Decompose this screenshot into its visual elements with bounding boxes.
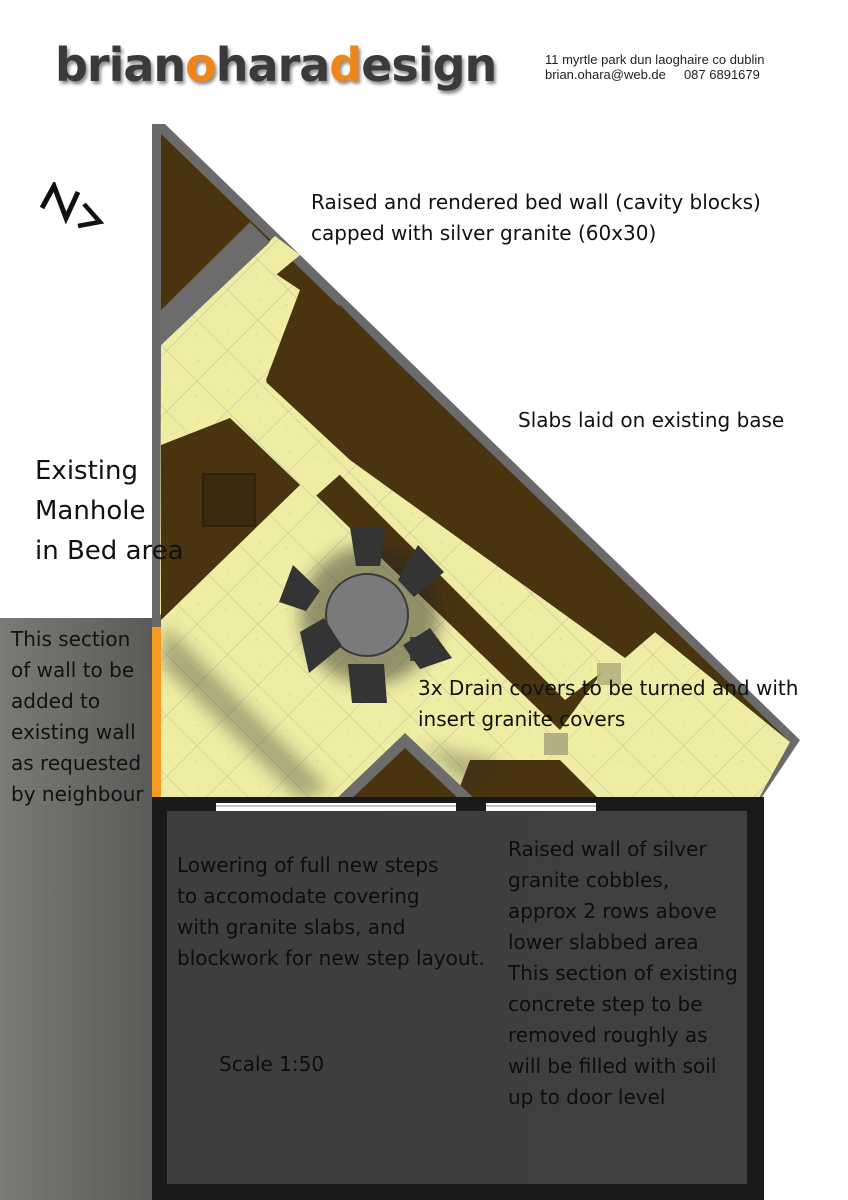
phone: 087 6891679 [683,67,760,82]
door-opening-1 [216,803,456,811]
concrete-note-line-4: will be filled with soil [508,1054,717,1078]
concrete-note-line-2: concrete step to be [508,992,703,1016]
drain-cover-2 [544,733,568,755]
cobbles-note-line-4: lower slabbed area [508,930,699,954]
logo-part-3: esign [361,38,497,92]
email: brian.ohara@web.de [545,67,666,82]
drain-note-line-2: insert granite covers [418,707,626,731]
wall-note-line-2: of wall to be [11,658,135,682]
logo-o: o [185,38,216,92]
concrete-note-line-3: removed roughly as [508,1023,708,1047]
address: 11 myrtle park dun laoghaire co dublin [545,52,765,67]
steps-note-line-4: blockwork for new step layout. [177,946,485,970]
slabs-note-line: Slabs laid on existing base [518,408,785,432]
concrete-note-line-5: up to door level [508,1085,666,1109]
steps-note-line-2: to accomodate covering [177,884,420,908]
door-opening-2 [486,803,596,811]
drain-note [418,673,798,735]
logo-part-1: brian [55,38,186,92]
neighbour-wall-addition [152,627,161,797]
contact-line [545,67,764,82]
manhole [203,474,255,526]
steps-note [177,850,485,974]
wall-note-line-3: added to [11,689,101,713]
manhole-note-line-3: in Bed area [35,536,184,566]
cobbles-note-line-1: Raised wall of silver [508,837,707,861]
concrete-note-line-1: This section of existing [508,961,738,985]
manhole-note-line-1: Existing [35,456,138,486]
neighbour-wall-note [11,624,144,810]
chair-4 [348,664,387,703]
cobbles-note [508,834,738,1113]
scale-label [219,1049,324,1080]
steps-note-line-1: Lowering of full new steps [177,853,439,877]
manhole-note-line-2: Manhole [35,496,146,526]
wall-note-line-4: existing wall [11,720,136,744]
chair-1 [350,527,386,566]
contact-block [545,52,764,82]
drain-note-line-1: 3x Drain covers to be turned and with [418,676,799,700]
wall-note-line-1: This section [11,627,131,651]
wall-note-line-5: as requested [11,751,142,775]
bed-wall-note [311,187,761,249]
north-arrow-icon [38,182,104,232]
cobbles-note-line-3: approx 2 rows above [508,899,717,923]
steps-note-line-3: with granite slabs, and [177,915,406,939]
slabs-note [518,405,784,436]
cobbles-note-line-2: granite cobbles, [508,868,670,892]
bed-wall-note-line-2: capped with silver granite (60x30) [311,221,657,245]
scale-text: Scale 1:50 [219,1052,325,1076]
logo-part-2: hara [215,38,330,92]
logo-d: d [329,38,362,92]
manhole-note [35,451,184,571]
brand-logo [55,38,496,92]
wall-note-line-6: by neighbour [11,782,144,806]
bed-wall-note-line-1: Raised and rendered bed wall (cavity blocks) [311,190,761,214]
